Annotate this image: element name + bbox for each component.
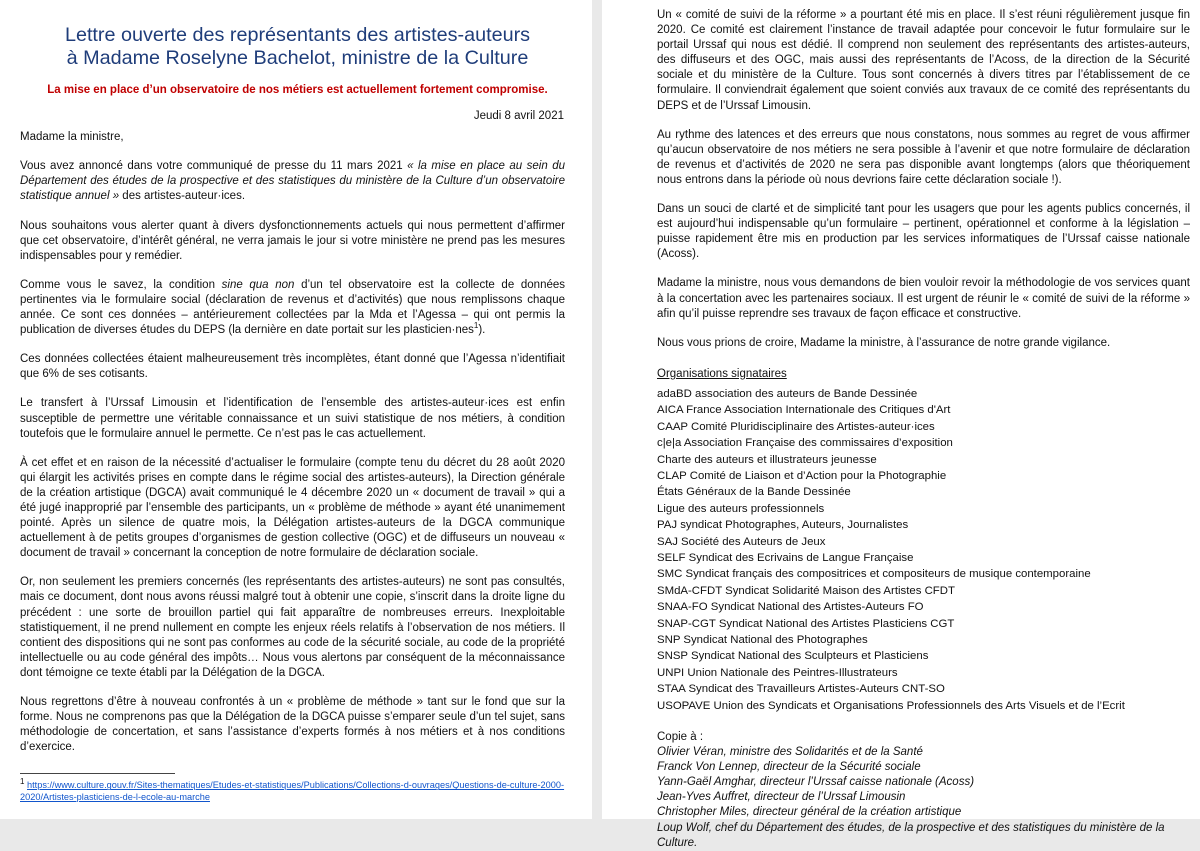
organisation-item: Ligue des auteurs professionnels [657, 502, 825, 515]
paragraph-3 [20, 278, 565, 338]
copy-recipient: Loup Wolf, chef du Département des études, de la prospective et des statistiques du ministère de la Culture. [657, 821, 1165, 849]
organisation-item: SMC Syndicat français des compositrices et compositeurs de musique contemporaine [657, 568, 1091, 581]
organisation-item: STAA Syndicat des Travailleurs Artistes-Auteurs CNT-SO [657, 683, 945, 696]
paragraph-8: Nous regrettons d’être à nouveau confrontés à un « problème de méthode » tant sur le fond que sur la forme. Nous ne comprenons pas que la Délégation de la DGCA puisse s’emparer seule d’un tel sujet, sans méthodologie de concertation, et sans l’assistance d’experts formés à nos métiers et à nos conditions d’exercice. [20, 696, 565, 754]
paragraph-7: Or, non seulement les premiers concernés (les représentants des artistes-auteurs) ne sont pas consultés, mais ce document, dont nous avons réussi malgré tout à obtenir une copie, s’inscrit dans la droite ligne du précédent : une sorte de brouillon partiel qui fait apparaître de nombreuses erreurs. Inexploitable statistiquement, il ne prend nullement en compte les enjeux réels relatifs à l’observation de nos métiers. Il contient des dispositions qui ne sont pas conformes au code de la sécurité sociale, au code de la propriété intellectuelle ou au code général des impôts… Nous vous alertons par conséquent de la méconnaissance dont témoigne ce texte établi par la Délégation de la DGCA. [20, 576, 565, 679]
organisation-item: AICA France Association Internationale des Critiques d'Art [657, 404, 951, 417]
organisation-item: SNSP Syndicat National des Sculpteurs et Plasticiens [657, 650, 929, 663]
page-gap [592, 0, 602, 819]
organisation-item: PAJ syndicat Photographes, Auteurs, Journalistes [657, 519, 909, 532]
copy-recipient: Christopher Miles, directeur général de la création artistique [657, 806, 962, 819]
organisation-item: UNPI Union Nationale des Peintres-Illustrateurs [657, 666, 898, 679]
p1-text-b: des artistes-auteur·ices. [119, 190, 246, 203]
copy-recipient: Franck Von Lennep, directeur de la Sécurité sociale [657, 761, 921, 774]
footnote-ref[interactable]: 1 [473, 321, 479, 331]
organisation-item: USOPAVE Union des Syndicats et Organisations Professionnels des Arts Visuels et de l’Ecrit [657, 699, 1125, 712]
title-line-1: Lettre ouverte des représentants des artistes-auteurs [64, 24, 531, 46]
copy-recipient: Olivier Véran, ministre des Solidarités et de la Santé [657, 746, 923, 759]
copy-recipient: Yann-Gaël Amghar, directeur l’Urssaf caisse nationale (Acoss) [657, 776, 975, 789]
organisation-item: CLAP Comité de Liaison et d’Action pour la Photographie [657, 469, 947, 482]
right-paragraph-2: Au rythme des latences et des erreurs que nous constatons, nous sommes au regret de vous affirmer qu’aucun observatoire de nos métiers ne sera possible à l’avenir et que notre formulaire de déclaration de revenus et d’activités de 2020 ne sera pas disponible avant longtemps (alors que théoriquement nous entrons dans la période où nous devrions faire cette déclaration sociale !). [657, 128, 1190, 186]
organisation-item: SMdA-CFDT Syndicat Solidarité Maison des Artistes CFDT [657, 584, 955, 597]
right-paragraph-5: Nous vous prions de croire, Madame la ministre, à l’assurance de notre grande vigilance. [657, 336, 1111, 349]
organisation-item: SAJ Société des Auteurs de Jeux [657, 535, 826, 548]
paragraph-1 [20, 159, 565, 204]
organisation-item: SNAA-FO Syndicat National des Artistes-Auteurs FO [657, 601, 924, 614]
right-paragraph-3: Dans un souci de clarté et de simplicité tant pour les usagers que pour les agents publics concernés, il est aujourd’hui indispensable qu’un formulaire – pertinent, opérationnel et conforme à la législation – puisse rapidement être mis en production par les services informatiques de l’Urssaf caisse nationale (Acoss). [657, 203, 1190, 261]
organisations-heading: Organisations signataires [657, 367, 787, 380]
organisation-item: SNP Syndicat National des Photographes [657, 633, 868, 646]
page-left [0, 0, 592, 819]
p1-quote: « la mise en place au sein du Département des études de la prospective et des statistiques du ministère de la Culture d’un observatoire statistique annuel » [20, 160, 565, 203]
footnote-mark: 1 [20, 777, 25, 787]
right-paragraph-4: Madame la ministre, nous vous demandons de bien vouloir revoir la méthodologie de vos services quant à la concertation avec les partenaires sociaux. Il est urgent de réunir le « comité de suivi de la réforme » afin qu’il puisse reprendre ses travaux de façon efficace et constructive. [657, 277, 1190, 320]
title-line-2: à Madame Roselyne Bachelot, ministre de la Culture [66, 47, 529, 69]
copy-list [657, 745, 1200, 851]
p3-text-b: d’un tel observatoire est la collecte de données pertinentes via le formulaire social (déclaration de revenus et d’activités) que nous remplissons chaque année. Ce sont ces données – antérieurement collectées par la Mda et l’Agessa – qui ont permis la publication de diverses études du DEPS (la dernière en date portait sur les plasticien·nes [20, 278, 566, 337]
letter-date: Jeudi 8 avril 2021 [473, 110, 564, 123]
paragraph-5: Le transfert à l’Urssaf Limousin et l’identification de l’ensemble des artistes-auteur·ices est enfin susceptible de permettre une véritable connaissance et un suivi statistique de nos métiers, à condition toutefois que le formulaire annuel le permette. Ce n’est pas le cas actuellement. [20, 397, 565, 440]
footnote [20, 777, 568, 803]
p3-latin: sine qua non [221, 278, 295, 291]
organisation-item: Charte des auteurs et illustrateurs jeunesse [657, 453, 877, 466]
paragraph-4: Ces données collectées étaient malheureusement très incomplètes, étant donné que l’Agessa n’identifiait que 6% de ses cotisants. [20, 353, 565, 381]
copy-heading: Copie à : [657, 731, 704, 743]
organisations-list [657, 386, 1200, 714]
paragraph-2: Nous souhaitons vous alerter quant à divers dysfonctionnements actuels qui nous permettent d’affirmer que cet observatoire, d’intérêt général, ne verra jamais le jour si votre ministère ne prend pas les mesures indispensables pour y remédier. [20, 219, 565, 262]
footnote-link[interactable]: https://www.culture.gouv.fr/Sites-thematiques/Etudes-et-statistiques/Publications/Collections-d-ouvrages/Questions-de-culture-2000-2020/Artistes-plasticiens-de-l-ecole-au-marche [20, 780, 565, 802]
organisation-item: États Généraux de la Bande Dessinée [657, 486, 851, 499]
organisation-item: SELF Syndicat des Ecrivains de Langue Française [657, 551, 914, 564]
salutation: Madame la ministre, [20, 131, 124, 144]
organisation-item: CAAP Comité Pluridisciplinaire des Artistes-auteur·ices [657, 420, 935, 433]
organisation-item: adaBD association des auteurs de Bande Dessinée [657, 387, 918, 400]
page-right [602, 0, 1200, 849]
letter-subtitle: La mise en place d’un observatoire de nos métiers est actuellement fortement compromise. [47, 84, 548, 96]
organisation-item: c|e|a Association Française des commissaires d’exposition [657, 437, 953, 450]
p3-text-a: Comme vous le savez, la condition [20, 278, 222, 291]
footnote-separator [20, 773, 175, 774]
organisation-item: SNAP-CGT Syndicat National des Artistes Plasticiens CGT [657, 617, 955, 630]
p1-text-a: Vous avez annoncé dans votre communiqué de presse du 11 mars 2021 [20, 160, 408, 173]
p3-text-c: ). [478, 324, 486, 337]
copy-recipient: Jean-Yves Auffret, directeur de l’Urssaf Limousin [657, 791, 906, 804]
right-paragraph-1: Un « comité de suivi de la réforme » a pourtant été mis en place. Il s’est réuni régulièrement jusque fin 2020. Ce comité est clairement l’instance de travail adaptée pour concevoir le futur formulaire sur le portail Urssaf qui nous est dédié. Il comprend non seulement des représentants des artistes-auteurs, des diffuseurs et des OGC, mais aussi des représentants de l’Acoss, de la direction de la Sécurité sociale et du ministère de la Culture. Tous sont concernés à divers titres par l’établissement de ce formulaire. Il conviendrait également que soient conviés aux travaux de ce comité des représentants du DEPS et de l’Urssaf Limousin. [657, 9, 1190, 112]
paragraph-6: À cet effet et en raison de la nécessité d’actualiser le formulaire (compte tenu du décret du 28 août 2020 qui élargit les activités prises en compte dans le régime social des artistes-auteurs), la Direction générale de la création artistique (DGCA) avait communiqué le 4 décembre 2020 un « document de travail » qui a été jugé inapproprié par l’ensemble des participants, un « problème de méthode » ayant été unanimement pointé. Après un silence de quatre mois, la Délégation artistes-auteurs de la DGCA communique actuellement à de petits groupes d’organismes de gestion collective (OGC) et de diffuseurs un nouveau « document de travail » concernant la conception de notre formulaire de déclaration sociale. [20, 456, 565, 560]
letter-title [20, 24, 575, 70]
